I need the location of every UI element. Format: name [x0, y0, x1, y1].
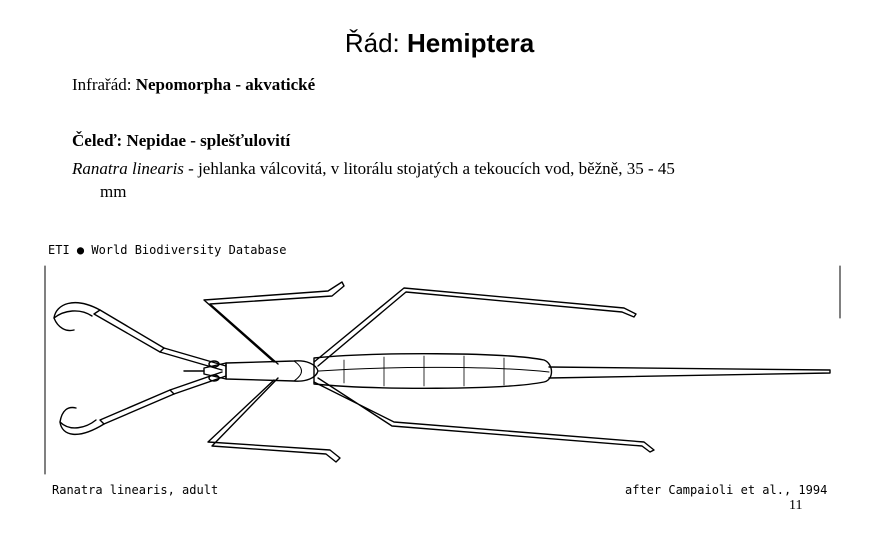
- abdomen-midline: [319, 367, 549, 372]
- foreleg-upper-femur: [94, 310, 164, 352]
- foreleg-lower-tibia: [60, 420, 104, 434]
- infraorder-label: Infrařád:: [72, 75, 136, 94]
- foreleg-upper-tibia: [54, 303, 100, 318]
- foreleg-lower-femur: [100, 390, 174, 424]
- title-prefix: Řád:: [344, 28, 407, 58]
- family-value: Nepidae - splešťulovití: [126, 131, 291, 150]
- pronotum: [226, 361, 318, 381]
- abdomen-segment-lines: [344, 356, 504, 386]
- midleg-upper: [204, 282, 344, 364]
- title-order: Hemiptera: [407, 28, 535, 58]
- hindleg-lower: [314, 378, 654, 452]
- foreleg-lower-tarsus: [60, 408, 76, 422]
- figure-species-caption: Ranatra linearis, adult: [52, 483, 219, 497]
- abdomen: [314, 354, 552, 389]
- foreleg-upper-tarsus: [54, 318, 74, 331]
- species-line-continuation: [100, 181, 126, 203]
- species-name: Ranatra linearis: [72, 159, 184, 178]
- page-number: 11: [789, 498, 803, 513]
- infraorder-value: Nepomorpha - akvatické: [135, 75, 316, 94]
- species-description: - jehlanka válcovitá, v litorálu stojatých a tekoucích vod, běžně, 35 - 45: [183, 159, 675, 178]
- slide-title: [0, 26, 879, 60]
- species-line: [72, 158, 675, 180]
- family-line: [72, 130, 290, 152]
- midleg-lower: [208, 378, 340, 462]
- family-label: Čeleď:: [72, 131, 127, 150]
- mesothorax: [294, 361, 302, 381]
- figure-credit-caption: after Campaioli et al., 1994: [625, 483, 828, 497]
- insect-illustration: [44, 236, 844, 502]
- species-description-continued: mm: [100, 182, 127, 201]
- infraorder-line: [72, 74, 315, 96]
- figure-source-label: ETI ● World Biodiversity Database: [48, 243, 287, 257]
- respiratory-siphon: [549, 367, 830, 378]
